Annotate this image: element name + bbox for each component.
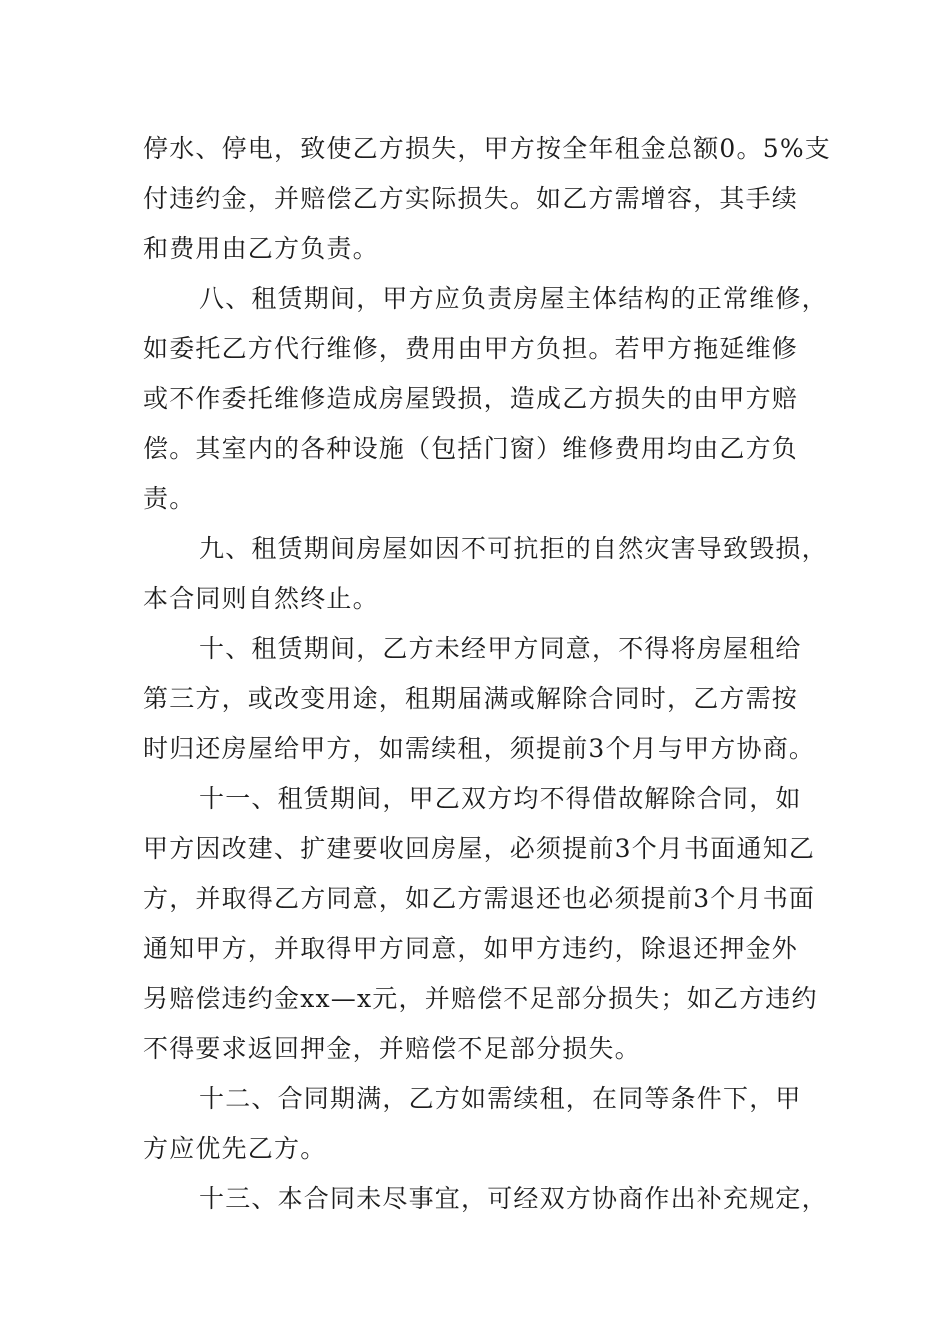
text-line: 或不作委托维修造成房屋毁损，造成乙方损失的由甲方赔 (143, 384, 799, 413)
clause-8-start: 八、租赁期间，甲方应负责房屋主体结构的正常维修， (199, 284, 828, 313)
clause-10-start: 十、租赁期间，乙方未经甲方同意，不得将房屋租给 (199, 634, 802, 663)
text-line: 如委托乙方代行维修，费用由甲方负担。若甲方拖延维修 (143, 334, 799, 363)
document-body (143, 124, 831, 1224)
text-line: 偿。其室内的各种设施（包括门窗）维修费用均由乙方负 (143, 434, 799, 463)
text-line: 甲方因改建、扩建要收回房屋，必须提前3个月书面通知乙 (143, 834, 816, 863)
text-line: 责。 (143, 484, 196, 513)
text-line: 和费用由乙方负责。 (143, 234, 379, 263)
text-line: 第三方，或改变用途，租期届满或解除合同时，乙方需按 (143, 684, 799, 713)
clause-13-start: 十三、本合同未尽事宜，可经双方协商作出补充规定， (199, 1184, 828, 1213)
text-line: 方应优先乙方。 (143, 1134, 327, 1163)
clause-11-start: 十一、租赁期间，甲乙双方均不得借故解除合同，如 (199, 784, 802, 813)
text-line: 通知甲方，并取得甲方同意，如甲方违约，除退还押金外 (143, 934, 799, 963)
text-line: 停水、停电，致使乙方损失，甲方按全年租金总额0。5%支 (143, 134, 831, 163)
clause-12-start: 十二、合同期满，乙方如需续租，在同等条件下，甲 (199, 1084, 802, 1113)
text-line: 时归还房屋给甲方，如需续租，须提前3个月与甲方协商。 (143, 734, 816, 763)
text-line: 另赔偿违约金xx—x元，并赔偿不足部分损失；如乙方违约 (143, 984, 818, 1013)
text-line: 付违约金，并赔偿乙方实际损失。如乙方需增容，其手续 (143, 184, 799, 213)
text-line: 本合同则自然终止。 (143, 584, 379, 613)
text-line: 方，并取得乙方同意，如乙方需退还也必须提前3个月书面 (143, 884, 816, 913)
clause-9-start: 九、租赁期间房屋如因不可抗拒的自然灾害导致毁损， (199, 534, 828, 563)
text-line: 不得要求返回押金，并赔偿不足部分损失。 (143, 1034, 641, 1063)
